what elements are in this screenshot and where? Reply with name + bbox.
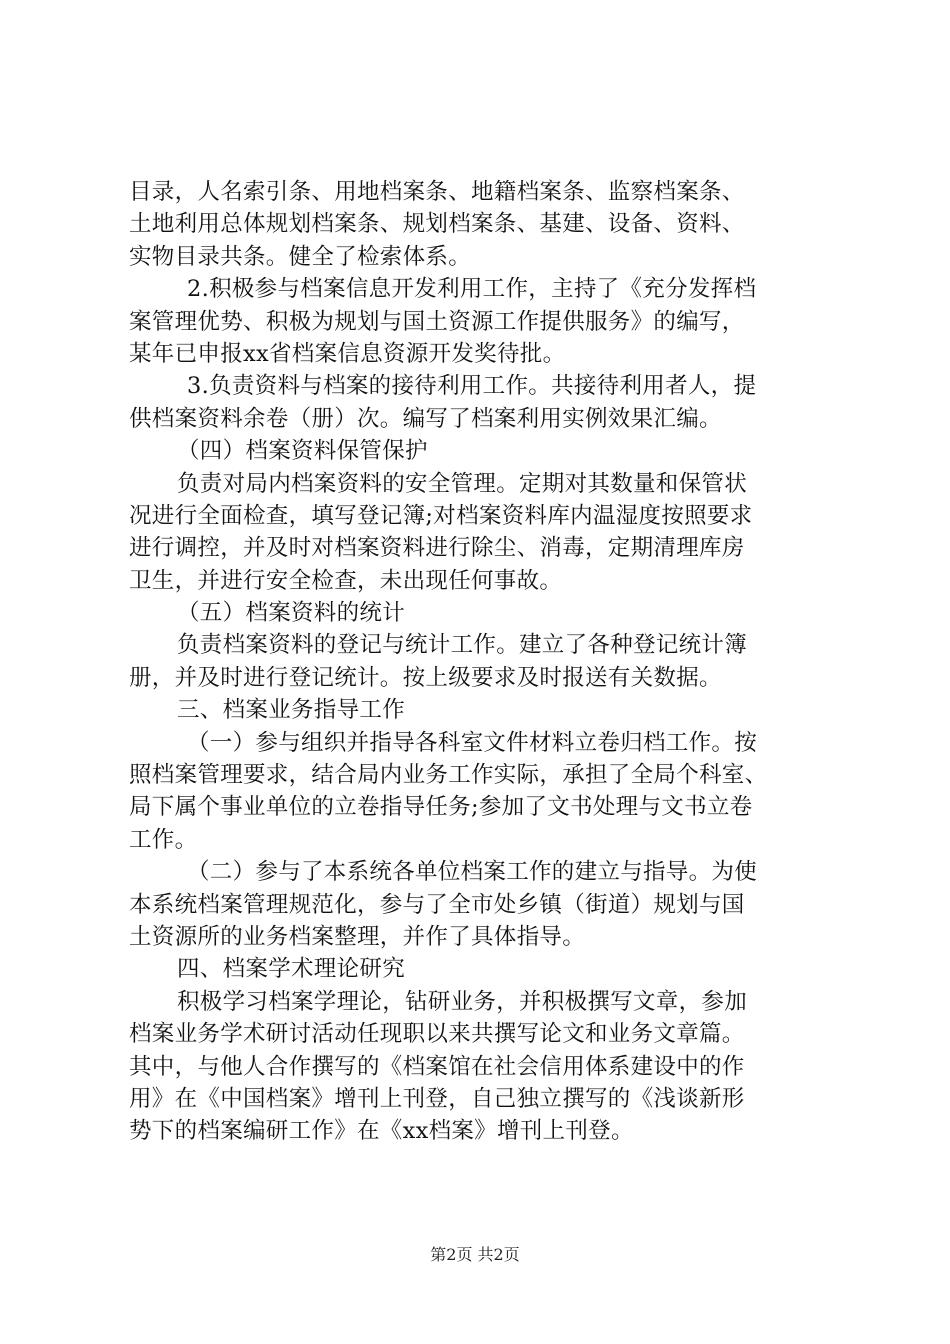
text-line: 本系统档案管理规范化，参与了全市处乡镇（街道）规划与国 [129, 891, 745, 918]
text-line: （二）参与了本系统各单位档案工作的建立与指导。为使 [187, 859, 758, 886]
section-heading: （四）档案资料保管保护 [177, 438, 428, 465]
text-line: 土地利用总体规划档案条、规划档案条、基建、设备、资料、 [129, 211, 745, 238]
text-line: 照档案管理要求，结合局内业务工作实际，承担了全局个科室、 [129, 762, 768, 789]
text-line: 土资源所的业务档案整理，并作了具体指导。 [129, 923, 586, 950]
text-line: 实物目录共条。健全了检索体系。 [129, 243, 472, 270]
document-body [129, 176, 834, 1148]
text-line: 某年已申报xx省档案信息资源开发奖待批。 [129, 340, 566, 367]
text-line: 档案业务学术研讨活动任现职以来共撰写论文和业务文章篇。 [129, 1021, 745, 1048]
text-line: （一）参与组织并指导各科室文件材料立卷归档工作。按 [187, 729, 758, 756]
text-line: 供档案资料余卷（册）次。编写了档案利用实例效果汇编。 [129, 405, 722, 432]
text-line: 3.负责资料与档案的接待利用工作。共接待利用者人，提 [187, 373, 757, 400]
section-heading: （五）档案资料的统计 [177, 600, 406, 627]
text-line: 案管理优势、积极为规划与国土资源工作提供服务》的编写， [129, 308, 745, 335]
text-line: 况进行全面检查，填写登记簿;对档案资料库内温湿度按照要求 [129, 502, 753, 529]
text-line: 负责档案资料的登记与统计工作。建立了各种登记统计簿 [177, 632, 748, 659]
text-line: 其中，与他人合作撰写的《档案馆在社会信用体系建设中的作 [129, 1053, 745, 1080]
text-line: 工作。 [129, 826, 198, 853]
text-line: 积极学习档案学理论，钻研业务，并积极撰写文章，参加 [177, 988, 748, 1015]
text-line: 用》在《中国档案》增刊上刊登，自己独立撰写的《浅谈新形 [129, 1085, 745, 1112]
text-line: 进行调控，并及时对档案资料进行除尘、消毒，定期清理库房 [129, 535, 745, 562]
text-line: 局下属个事业单位的立卷指导任务;参加了文书处理与文书立卷 [129, 794, 753, 821]
text-line: 册，并及时进行登记统计。按上级要求及时报送有关数据。 [129, 664, 722, 691]
text-line: 势下的档案编研工作》在《xx档案》增刊上刊登。 [129, 1118, 634, 1145]
section-heading: 四、档案学术理论研究 [177, 956, 406, 983]
text-line: 2.积极参与档案信息开发利用工作，主持了《充分发挥档 [187, 276, 757, 303]
page-number-footer: 第2页 共2页 [430, 1245, 520, 1264]
text-line: 目录，人名索引条、用地档案条、地籍档案条、监察档案条、 [129, 179, 745, 205]
section-heading: 三、档案业务指导工作 [177, 697, 406, 724]
text-line: 负责对局内档案资料的安全管理。定期对其数量和保管状 [177, 470, 748, 497]
text-line: 卫生，并进行安全检查，未出现任何事故。 [129, 567, 563, 594]
